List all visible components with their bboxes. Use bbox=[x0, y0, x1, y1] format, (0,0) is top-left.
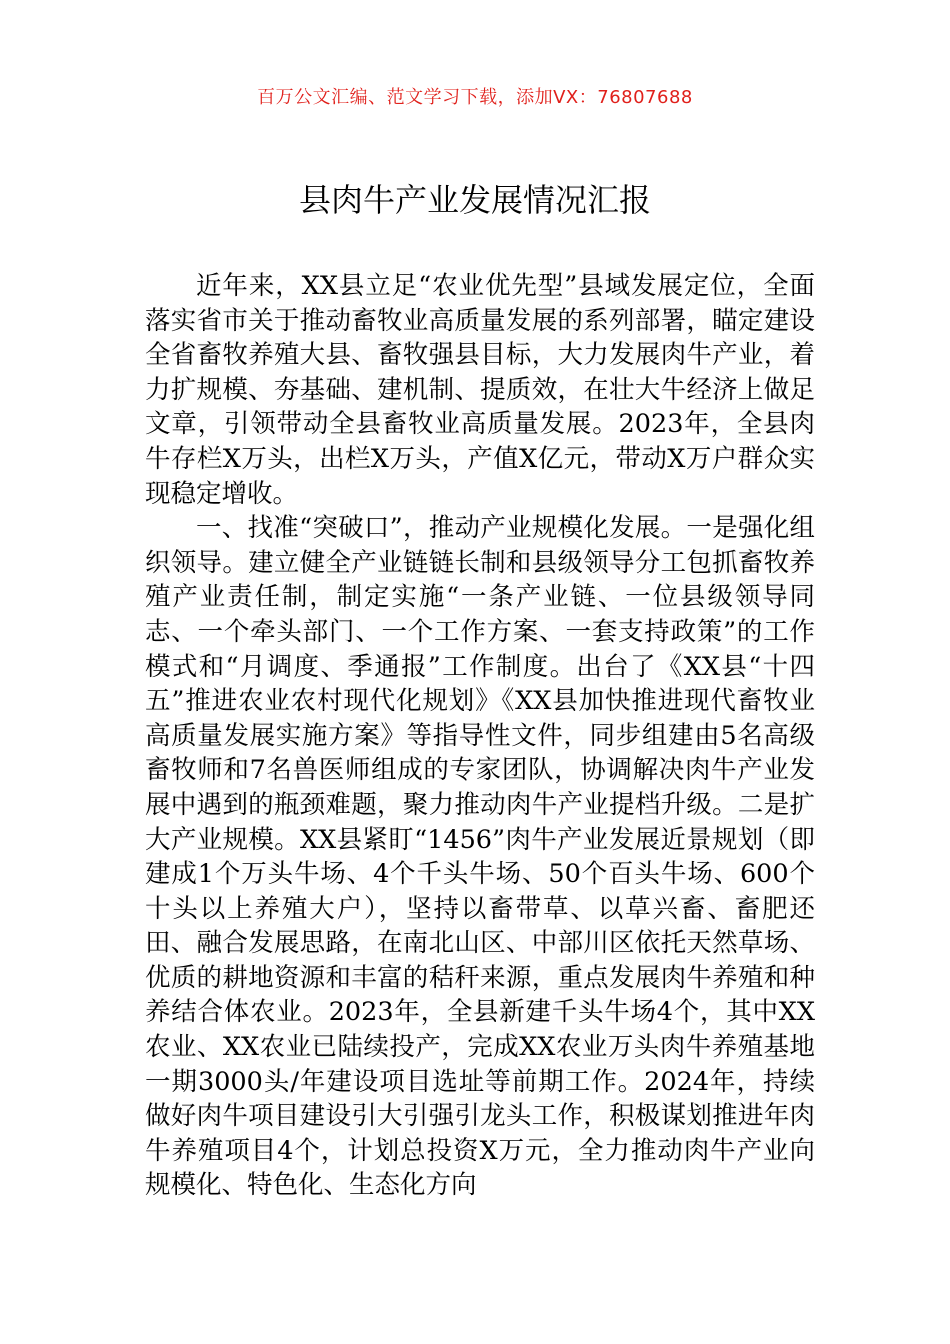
document-body bbox=[145, 269, 815, 1203]
paragraph-intro: 近年来，XX县立足“农业优先型”县域发展定位，全面落实省市关于推动畜牧业高质量发展的系列部署，瞄定建设全省畜牧养殖大县、畜牧强县目标，大力发展肉牛产业，着力扩规模、夯基础、建机制、提质效，在壮大牛经济上做足文章，引领带动全县畜牧业高质量发展。2023年，全县肉牛存栏X万头，出栏X万头，产值X亿元，带动X万户群众实现稳定增收。 bbox=[145, 271, 815, 509]
page-title: 县肉牛产业发展情况汇报 bbox=[298, 181, 651, 219]
paragraph-section-one: 一、找准“突破口”，推动产业规模化发展。一是强化组织领导。建立健全产业链链长制和县级领导分工包抓畜牧养殖产业责任制，制定实施“一条产业链、一位县级领导同志、一个牵头部门、一个工作方案、一套支持政策”的工作模式和“月调度、季通报”工作制度。出台了《XX县“十四五”推进农业农村现代化规划》《XX县加快推进现代畜牧业高质量发展实施方案》等指导性文件，同步组建由5名高级畜牧师和7名兽医师组成的专家团队，协调解决肉牛产业发展中遇到的瓶颈难题，聚力推动肉牛产业提档升级。二是扩大产业规模。XX县紧盯“1456”肉牛产业发展近景规划（即建成1个万头牛场、4个千头牛场、50个百头牛场、600个十头以上养殖大户），坚持以畜带草、以草兴畜、畜肥还田、融合发展思路，在南北山区、中部川区依托天然草场、优质的耕地资源和丰富的秸秆来源，重点发展肉牛养殖和种养结合体农业。2023年，全县新建千头牛场4个，其中XX农业、XX农业已陆续投产，完成XX农业万头肉牛养殖基地一期3000头/年建设项目选址等前期工作。2024年，持续做好肉牛项目建设引大引强引龙头工作，积极谋划推进年肉牛养殖项目4个，计划总投资X万元，全力推动肉牛产业向规模化、特色化、生态化方向 bbox=[145, 513, 815, 1201]
header-promo-note: 百万公文汇编、范文学习下载，添加VX：76807688 bbox=[257, 87, 693, 108]
